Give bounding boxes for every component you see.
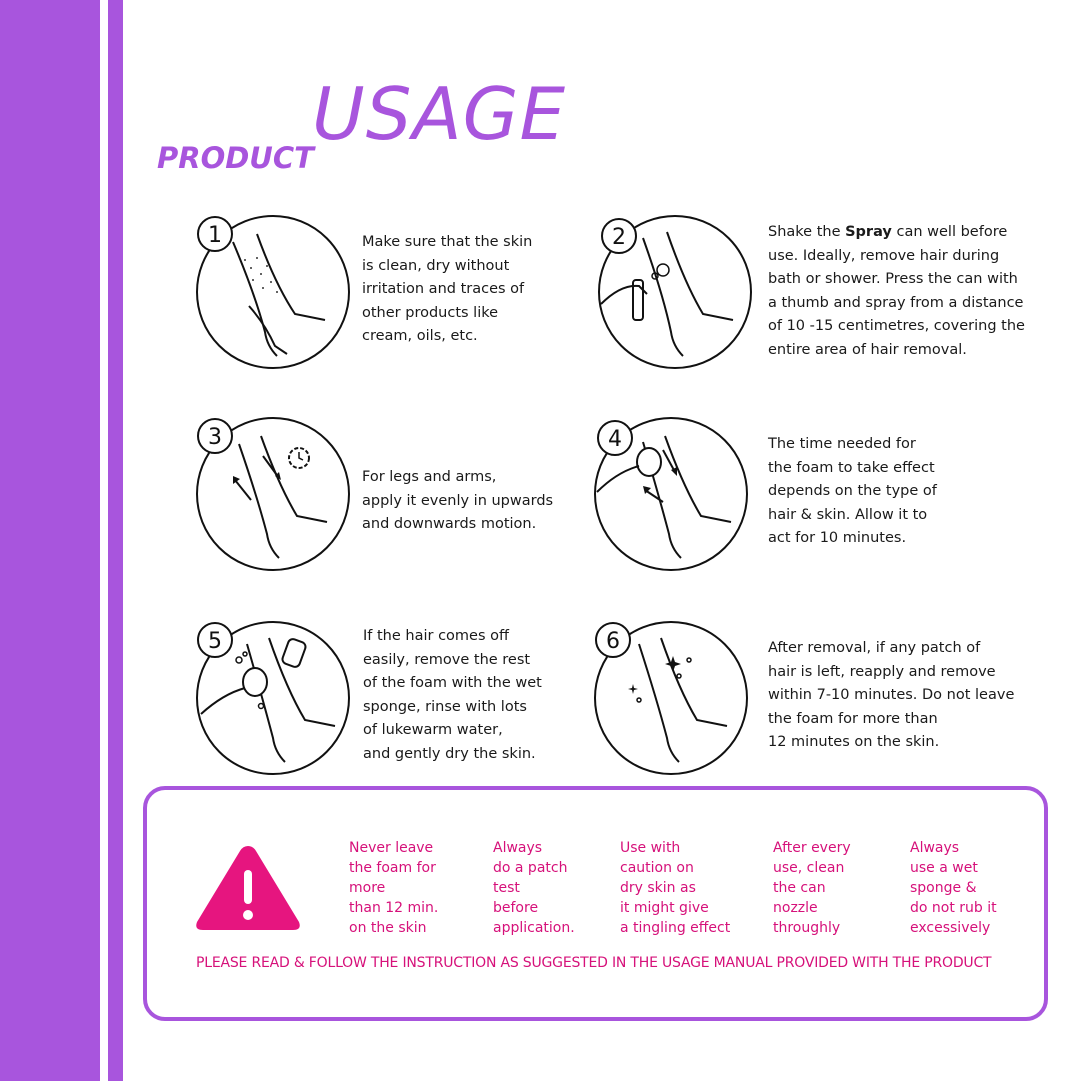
step-2-text: Shake the Spray can well before use. Ideally, remove hair during bath or shower. Press the can with a thumb and spray from a distance of 10 -15 centimetres, covering the entire area of hair removal. <box>768 224 1025 358</box>
step-2-illustration <box>597 214 753 370</box>
step-4-illustration <box>593 416 749 572</box>
step-6-text: After removal, if any patch of hair is left, reapply and remove within 7-10 minutes. Do not leave the foam for more than 12 minutes on the skin. <box>768 640 1015 750</box>
step-5-illustration <box>195 620 351 776</box>
step-6-number: 6 <box>606 629 620 654</box>
step-number-badge <box>195 620 235 660</box>
page-title-usage: USAGE <box>312 72 566 156</box>
left-accent-bar <box>0 0 100 1081</box>
step-number-badge <box>195 416 235 456</box>
step-2-number: 2 <box>612 225 626 250</box>
step-6-illustration <box>593 620 749 776</box>
step-1-text: Make sure that the skin is clean, dry without irritation and traces of other products like cream, oils, etc. <box>362 234 533 344</box>
bar-gap <box>100 0 108 1081</box>
warning-column-1: Never leave the foam for more than 12 min. on the skin <box>349 840 439 936</box>
step-1-number: 1 <box>208 223 222 248</box>
left-thin-accent-bar <box>108 0 123 1081</box>
warning-column-4: After every use, clean the can nozzle throughly <box>773 840 851 936</box>
page-title-product: PRODUCT <box>157 141 314 175</box>
step-4-text: The time needed for the foam to take effect depends on the type of hair & skin. Allow it to act for 10 minutes. <box>768 436 937 546</box>
step-3-number: 3 <box>208 425 222 450</box>
step-5-text: If the hair comes off easily, remove the rest of the foam with the wet sponge, rinse with lots of lukewarm water, and gently dry the skin. <box>363 628 542 762</box>
step-3-text: For legs and arms, apply it evenly in upwards and downwards motion. <box>362 469 554 532</box>
warning-triangle-icon <box>193 840 303 934</box>
step-number-badge <box>599 216 639 256</box>
step-3-illustration <box>195 416 351 572</box>
warning-footer-text: PLEASE READ & FOLLOW THE INSTRUCTION AS SUGGESTED IN THE USAGE MANUAL PROVIDED WITH THE PRODUCT <box>196 955 992 971</box>
warning-column-2: Always do a patch test before application. <box>493 840 575 936</box>
step-number-badge <box>195 214 235 254</box>
warning-column-5: Always use a wet sponge & do not rub it excessively <box>910 840 997 936</box>
step-1-illustration <box>195 214 351 370</box>
step-number-badge <box>595 418 635 458</box>
step-4-number: 4 <box>608 427 622 452</box>
warning-column-3: Use with caution on dry skin as it might give a tingling effect <box>620 840 731 936</box>
step-5-number: 5 <box>208 629 222 654</box>
step-number-badge <box>593 620 633 660</box>
